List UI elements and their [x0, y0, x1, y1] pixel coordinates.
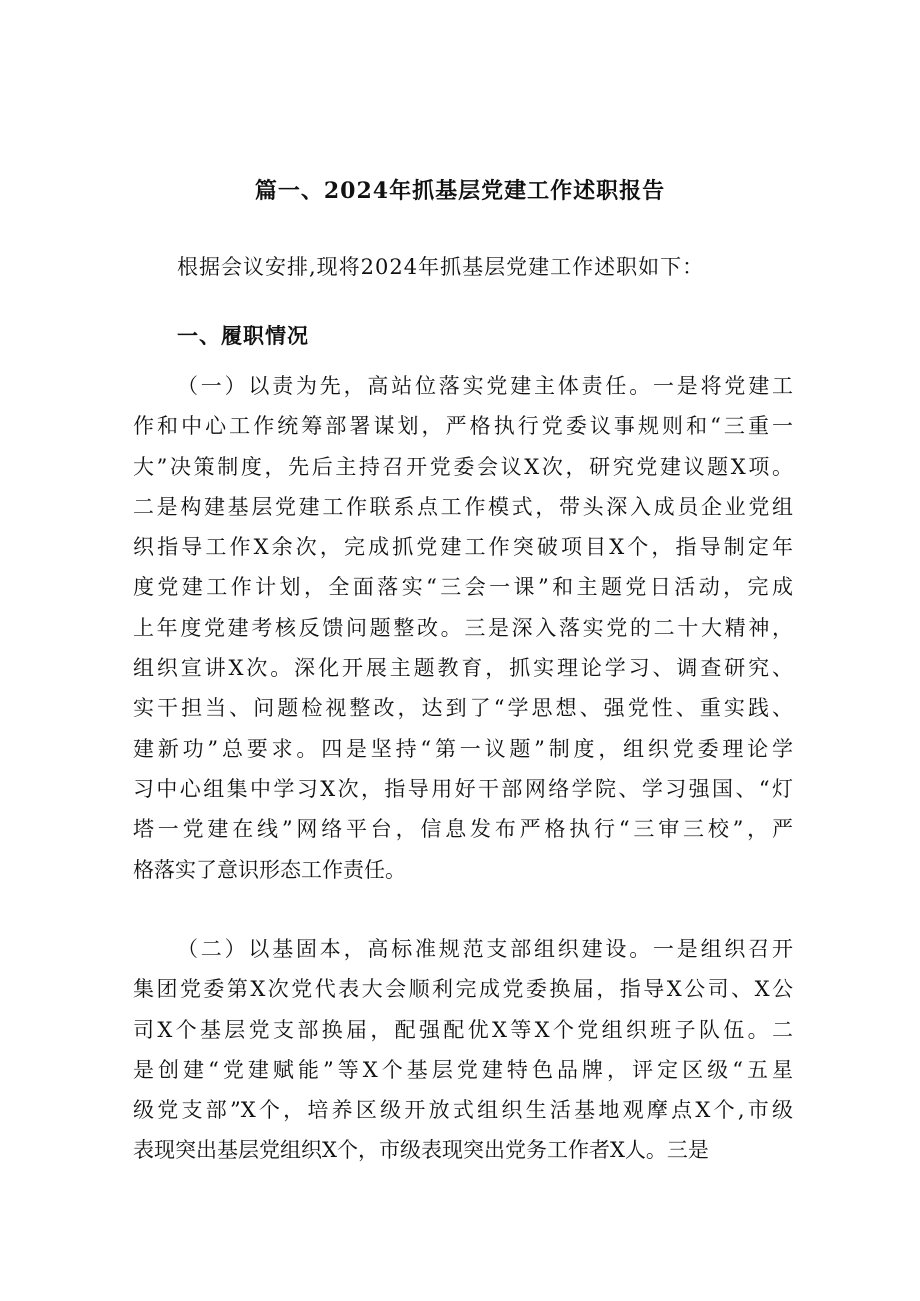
- paragraph-line: 大”决策制度，先后主持召开党委会议X次，研究党建议题X项。: [133, 454, 793, 479]
- paragraph-line: 组织宣讲X次。深化开展主题教育，抓实理论学习、调查研究、: [133, 656, 793, 681]
- paragraph-line: 集团党委第X次党代表大会顺利完成党委换届，指导X公司、X公: [133, 977, 793, 1002]
- paragraph-line: （二）以基固本，高标准规范支部组织建设。一是组织召开: [177, 937, 793, 961]
- paragraph-1: [133, 366, 793, 890]
- paragraph-line: （一）以责为先，高站位落实党建主体责任。一是将党建工: [177, 374, 793, 398]
- paragraph-line: 司X个基层党支部换届，配强配优X等X个党组织班子队伍。二: [133, 1017, 793, 1042]
- paragraph-line: 级党支部”X个，培养区级开放式组织生活基地观摩点X个,市级: [133, 1098, 793, 1123]
- paragraph-line: 度党建工作计划，全面落实“三会一课”和主题党日活动，完成: [133, 575, 793, 600]
- paragraph-line: 格落实了意识形态工作责任。: [133, 857, 406, 882]
- paragraph-line: 织指导工作X余次，完成抓党建工作突破项目X个，指导制定年: [133, 535, 793, 560]
- paragraph-line: 实干担当、问题检视整改，达到了“学思想、强党性、重实践、: [133, 696, 793, 721]
- section-heading: 一、履职情况: [177, 324, 309, 348]
- paragraph-line: 二是构建基层党建工作联系点工作模式，带头深入成员企业党组: [133, 494, 793, 519]
- paragraph-line: 作和中心工作统筹部署谋划，严格执行党委议事规则和“三重一: [133, 414, 793, 439]
- paragraph-line: 上年度党建考核反馈问题整改。三是深入落实党的二十大精神，: [133, 615, 793, 640]
- document-title: 篇一、2024年抓基层党建工作述职报告: [254, 178, 666, 204]
- paragraph-line: 塔一党建在线”网络平台，信息发布严格执行“三审三校”，严: [133, 817, 793, 842]
- paragraph-line: 习中心组集中学习X次，指导用好干部网络学院、学习强国、“灯: [133, 776, 793, 801]
- paragraph-2: [133, 929, 793, 1171]
- intro-sentence: 根据会议安排,现将2024年抓基层党建工作述职如下：: [177, 255, 705, 279]
- paragraph-line: 建新功”总要求。四是坚持“第一议题”制度，组织党委理论学: [133, 736, 793, 761]
- paragraph-line: 表现突出基层党组织X个，市级表现突出党务工作者X人。三是: [133, 1138, 709, 1163]
- paragraph-line: 是创建“党建赋能”等X个基层党建特色品牌，评定区级“五星: [133, 1057, 793, 1082]
